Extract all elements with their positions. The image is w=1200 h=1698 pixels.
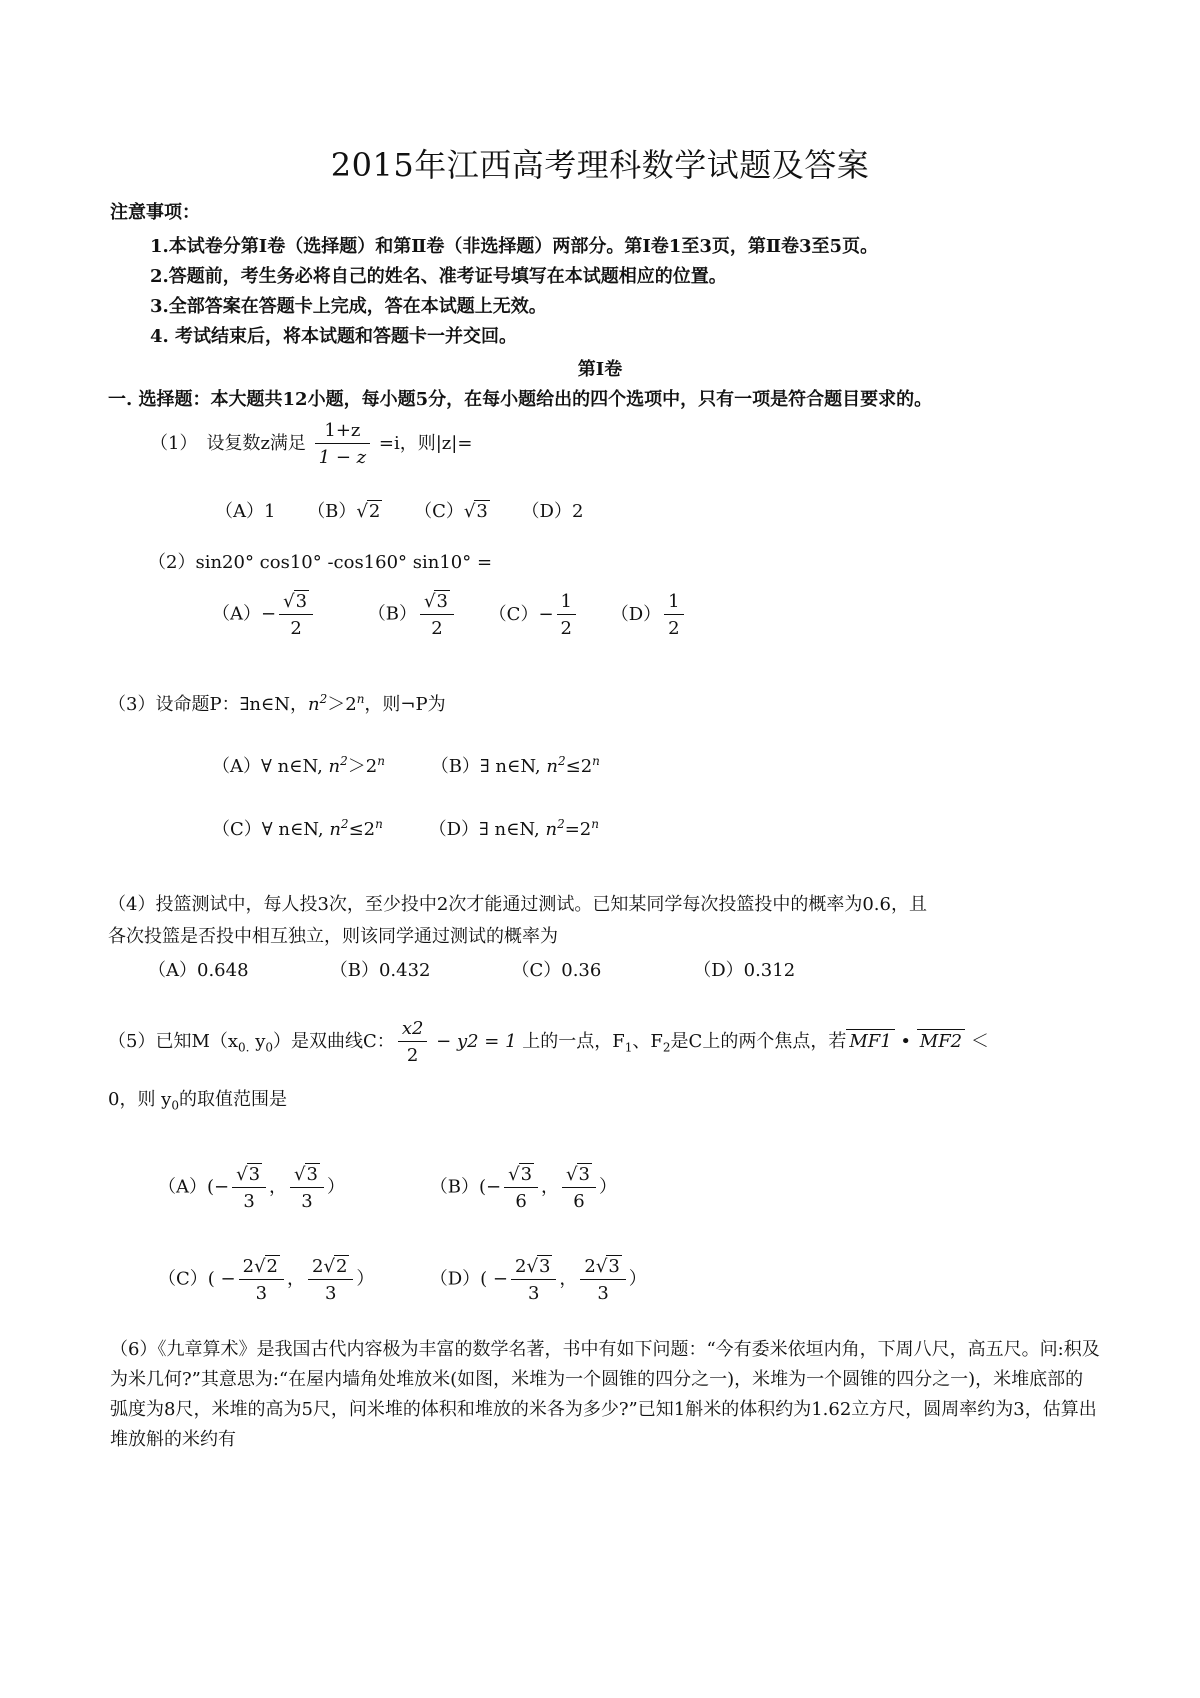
sqrt-icon: √3 — [463, 501, 488, 522]
notice-heading: 注意事项： — [110, 202, 200, 223]
sqrt-icon: √3 — [526, 1256, 551, 1277]
question-1 — [150, 420, 472, 468]
sqrt-icon: √3 — [566, 1164, 590, 1185]
q1-option-d: （D）2 — [521, 501, 584, 522]
part-heading: 第Ⅰ卷 — [577, 359, 623, 380]
q4-option-d: （D）0.312 — [693, 960, 796, 981]
q5-options-row2 — [158, 1255, 673, 1304]
q4-option-a: （A）0.648 — [148, 960, 249, 981]
question-6: （6）《九章算术》是我国古代内容极为丰富的数学名著，书中有如下问题：“今有委米依垣内角，下周八尺，高五尺。问:积及为米几何?”其意思为:“在屋内墙角处堆放米(如图，米堆为一个圆锥的四分之一)，米堆为一个圆锥的四分之一)，米堆底部的弧度为8尺，米堆的高为5尺，问米堆的体积和堆放的米各为多少?”已知1斛米的体积约为1.62立方尺，圆周率约为3，估算出堆放斛的米约有 — [110, 1339, 1100, 1450]
q1-denominator: 1 − z — [318, 447, 367, 468]
question-3: （3）设命题P：∃n∈N，$n^2>2^n$，则¬P为 — [108, 692, 446, 715]
sqrt-icon: √2 — [323, 1256, 348, 1277]
q1-option-a: （A）1 — [215, 501, 276, 522]
q5-option-c: （C）( − $\frac{2√2}{3}$ ， $\frac{2√2}{3}$ ） — [158, 1256, 375, 1304]
sqrt-icon: √2 — [254, 1256, 278, 1277]
sqrt-icon: √3 — [424, 591, 448, 612]
q3-options-row1 — [212, 752, 626, 778]
q1-suffix: =i，则|z|= — [378, 433, 473, 454]
q2-option-d: （D） $\frac{1}{2}$ — [611, 591, 687, 639]
q1-option-c-label: （C） — [414, 501, 464, 522]
sqrt-icon: √3 — [508, 1164, 533, 1185]
q2-options — [212, 590, 713, 639]
q3-option-c: （C）∀ n∈N, $n^2\le 2^n$ — [212, 817, 383, 840]
document-title: 2015年江西高考理科数学试题及答案 — [330, 146, 870, 184]
q4-option-c: （C）0.36 — [511, 960, 602, 981]
sqrt-icon: √3 — [595, 1256, 620, 1277]
vector-mf1: MF1 — [846, 1029, 894, 1052]
notice-item: 4. 考试结束后，将本试题和答题卡一并交回。 — [150, 326, 518, 347]
q1-numerator: 1+z — [315, 420, 370, 444]
q4-options — [148, 956, 821, 982]
question-2: （2）sin20° cos10° -cos160° sin10° = — [148, 552, 493, 573]
q5-option-d: （D）( − $\frac{2√3}{3}$ ， $\frac{2√3}{3}$ ） — [429, 1256, 647, 1304]
q1-fraction — [315, 420, 370, 468]
q2-option-b: （B） $\frac{√3}{2}$ — [368, 590, 457, 639]
sqrt-icon: √3 — [283, 591, 308, 612]
sqrt-icon: √2 — [356, 501, 381, 522]
q5-options-row1 — [158, 1163, 643, 1212]
question-5-line2: 0，则 $y_0$的取值范围是 — [108, 1089, 287, 1113]
q4-option-b: （B）0.432 — [329, 960, 431, 981]
q1-option-c — [414, 497, 490, 523]
sqrt-icon: √3 — [236, 1164, 261, 1185]
q1-option-b-label: （B） — [307, 501, 357, 522]
q5-option-a: （A）(− $\frac{√3}{3}$ ， $\frac{√3}{3}$ ） — [158, 1164, 345, 1212]
q1-options — [215, 497, 609, 523]
q3-option-b: （B）∃ n∈N, $n^2\le 2^n$ — [430, 754, 600, 777]
q1-option-b — [307, 497, 382, 523]
notice-item: 3.全部答案在答题卡上完成，答在本试题上无效。 — [150, 296, 547, 317]
notice-item: 1.本试卷分第Ⅰ卷（选择题）和第Ⅱ卷（非选择题）两部分。第Ⅰ卷1至3页，第Ⅱ卷3至5页。 — [150, 236, 879, 257]
q1-prefix: （1） 设复数z满足 — [150, 433, 306, 454]
section-heading: 一. 选择题：本大题共12小题，每小题5分，在每小题给出的四个选项中，只有一项是符合题目要求的。 — [108, 389, 933, 410]
q3-option-d: （D）∃ n∈N, $n^2=2^n$ — [428, 817, 599, 840]
q3-options-row2 — [212, 815, 625, 841]
question-5-line1: （5）已知$M(x_{0.}$ $y_0$）是双曲线C： $\frac{x2}{2}$ − y2 = 1 上的一点，$F_1$、$F_2$是C上的两个焦点，若 MF1 • MF2 ＜ — [108, 1018, 989, 1066]
vector-mf2: MF2 — [917, 1029, 965, 1052]
q2-option-c: （C）− $\frac{1}{2}$ — [489, 591, 579, 639]
question-4-line2: 各次投篮是否投中相互独立，则该同学通过测试的概率为 — [108, 926, 558, 947]
sqrt-icon: √3 — [294, 1164, 318, 1185]
notice-item: 2.答题前，考生务必将自己的姓名、准考证号填写在本试题相应的位置。 — [150, 266, 727, 287]
q3-option-a: （A）∀ n∈N, $n^2>2^n$ — [212, 754, 385, 777]
q2-option-a: （A）− $\frac{√3}{2}$ — [212, 590, 316, 639]
question-4-line1: （4）投篮测试中，每人投3次，至少投中2次才能通过测试。已知某同学每次投篮投中的概率为0.6，且 — [108, 894, 927, 915]
q5-option-b: （B）(− $\frac{√3}{6}$ ， $\frac{√3}{6}$ ） — [429, 1164, 617, 1212]
